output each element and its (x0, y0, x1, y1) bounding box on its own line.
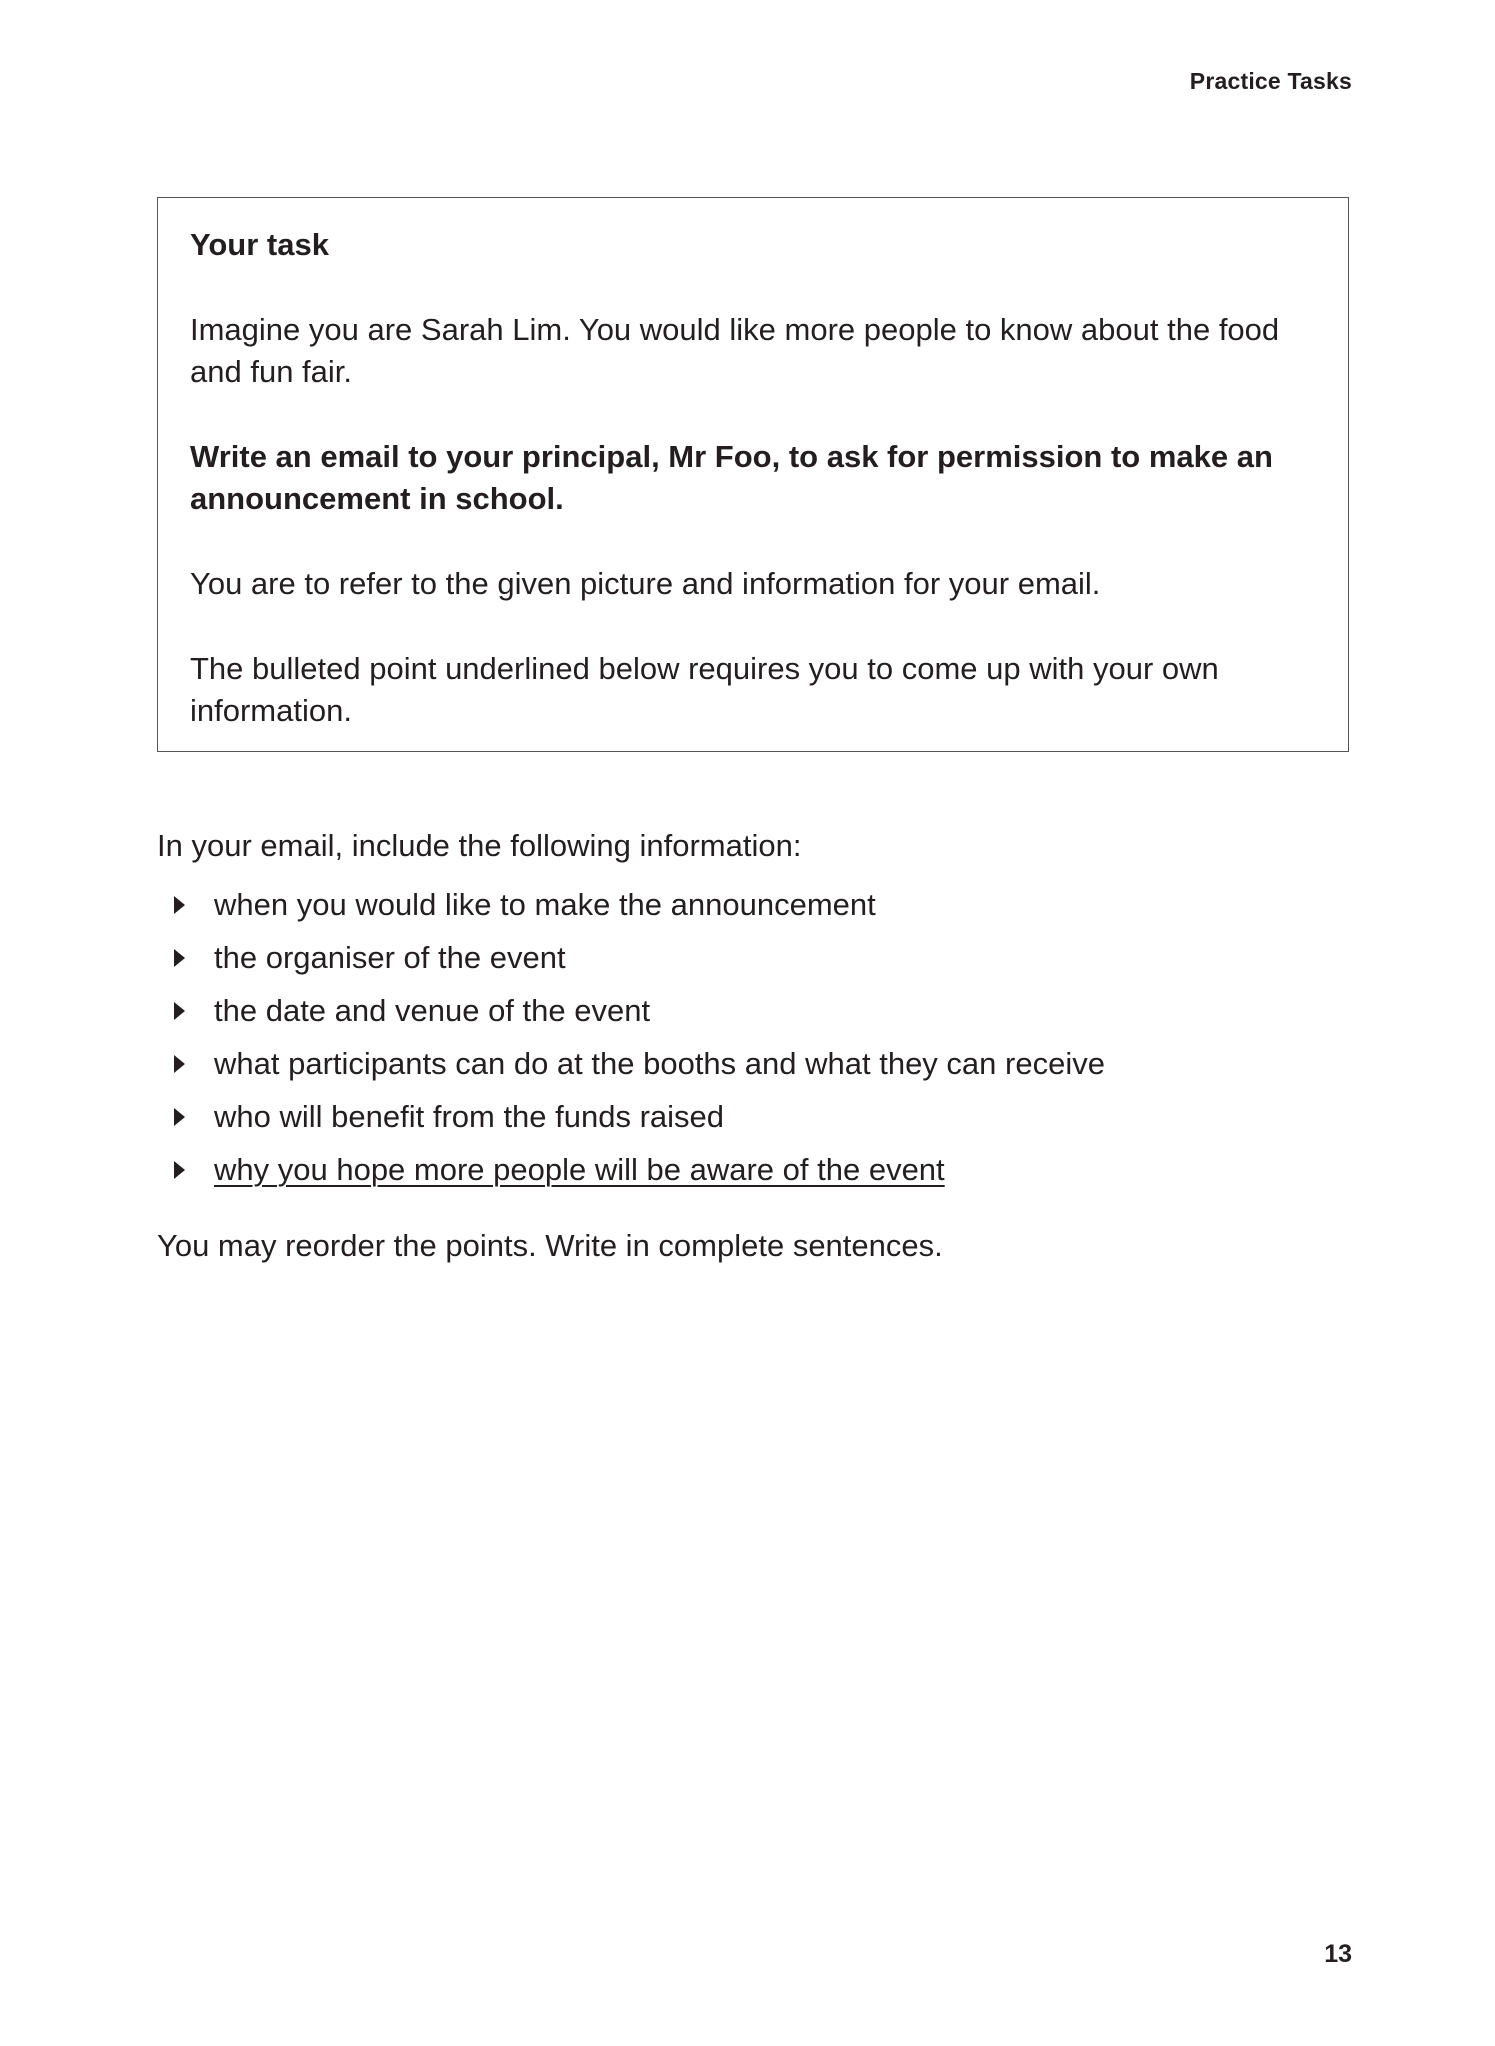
page-number: 13 (1324, 1940, 1352, 1968)
list-item-text: the date and venue of the event (214, 992, 651, 1028)
list-item-text: when you would like to make the announcement (214, 886, 876, 922)
triangle-bullet-icon (174, 1055, 185, 1073)
task-box-title: Your task (190, 227, 329, 262)
triangle-bullet-icon (174, 949, 185, 967)
instructions-closing: You may reorder the points. Write in complete sentences. (157, 1228, 943, 1263)
list-item (174, 1143, 1105, 1196)
task-box (157, 197, 1349, 752)
list-item (174, 931, 1105, 984)
triangle-bullet-icon (174, 1161, 185, 1179)
task-paragraph-scenario: Imagine you are Sarah Lim. You would like more people to know about the food and fun fair. (190, 312, 1280, 389)
list-item (174, 1037, 1105, 1090)
list-item (174, 984, 1105, 1037)
instructions-intro: In your email, include the following information: (157, 828, 802, 863)
list-item (174, 1090, 1105, 1143)
list-item-text: the organiser of the event (214, 939, 566, 975)
bullet-list (174, 878, 1105, 1196)
running-header: Practice Tasks (1189, 68, 1352, 94)
task-paragraph-reference: You are to refer to the given picture and information for your email. (190, 566, 1101, 601)
list-item (174, 878, 1105, 931)
triangle-bullet-icon (174, 896, 185, 914)
task-paragraph-note: The bulleted point underlined below requires you to come up with your own information. (190, 651, 1219, 728)
list-item-text-underlined: why you hope more people will be aware of the event (214, 1151, 945, 1187)
triangle-bullet-icon (174, 1108, 185, 1126)
task-paragraph-instruction: Write an email to your principal, Mr Foo, to ask for permission to make an announcement in school. (190, 439, 1273, 516)
list-item-text: what participants can do at the booths and what they can receive (214, 1045, 1105, 1081)
triangle-bullet-icon (174, 1002, 185, 1020)
list-item-text: who will benefit from the funds raised (214, 1098, 725, 1134)
